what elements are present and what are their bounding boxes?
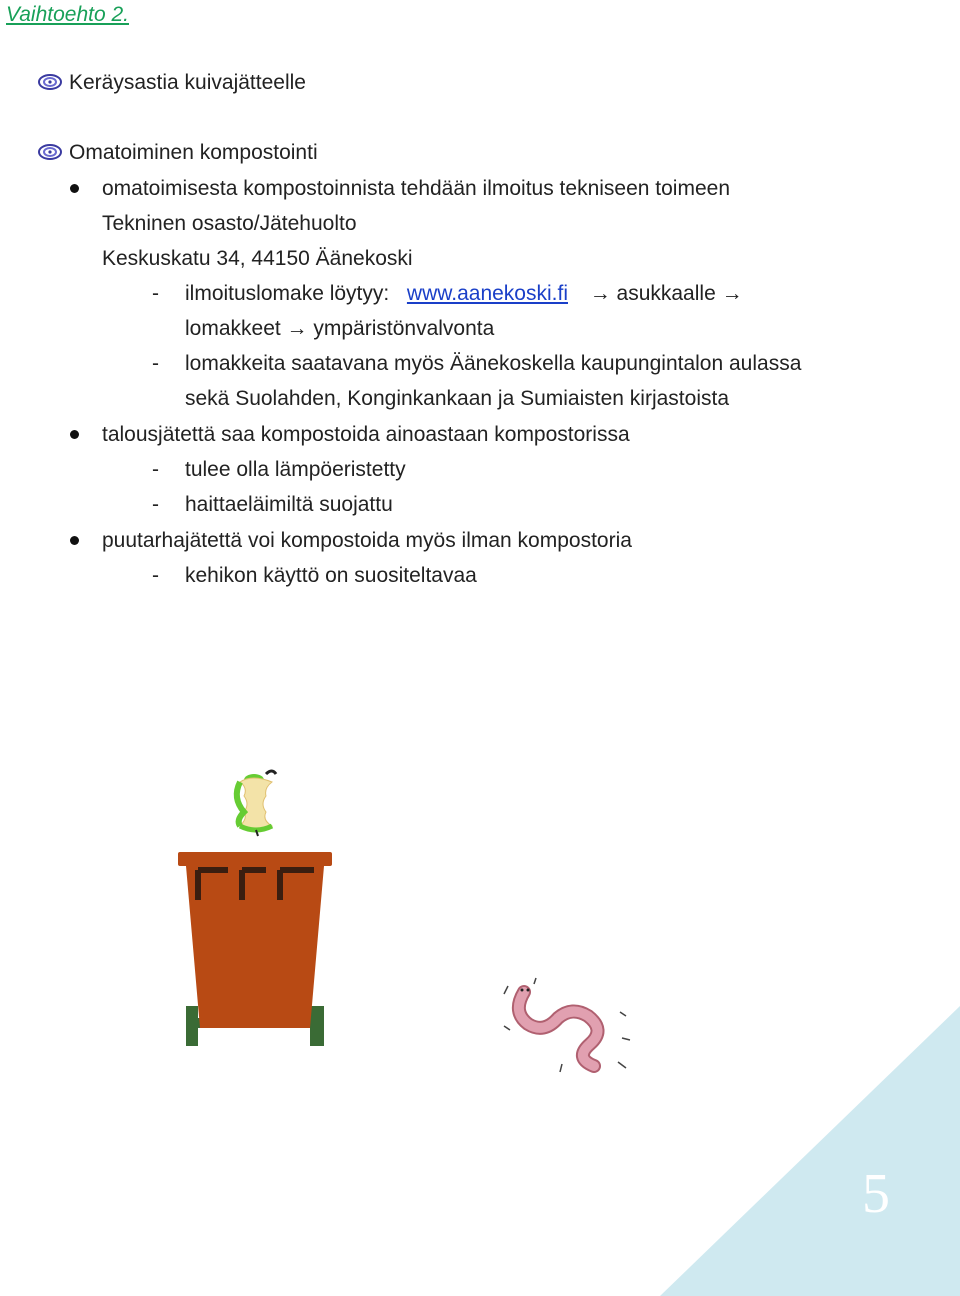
department-address: Keskuskatu 34, 44150 Äänekoski — [102, 247, 413, 270]
bullet-text-household-waste: talousjätettä saa kompostoida ainoastaan kompostorissa — [102, 423, 630, 446]
page-number: 5 — [862, 1163, 890, 1225]
form-availability-libraries: sekä Suolahden, Konginkankaan ja Sumiaisten kirjastoista — [185, 387, 730, 410]
bullet-point — [70, 536, 79, 545]
form-location-prefix: ilmoituslomake löytyy: — [185, 282, 390, 305]
earthworm-icon — [502, 972, 634, 1080]
form-location-path-continued: lomakkeet → ympäristönvalvonta — [185, 317, 495, 340]
website-link[interactable]: www.aanekoski.fi — [406, 282, 568, 305]
dash-marker: - — [152, 564, 159, 587]
header-link[interactable]: Vaihtoehto 2. — [6, 3, 129, 26]
form-location-path: → asukkaalle → — [589, 282, 743, 305]
requirement-pest-protected: haittaeläimiltä suojattu — [185, 493, 393, 516]
department-name: Tekninen osasto/Jätehuolto — [102, 212, 357, 235]
swirl-bullet-icon — [38, 72, 62, 92]
form-availability-text: lomakkeita saatavana myös Äänekoskella kaupungintalon aulassa — [185, 352, 802, 375]
dash-marker: - — [152, 458, 159, 481]
dash-marker: - — [152, 493, 159, 516]
waste-bin-icon — [176, 848, 334, 1050]
swirl-bullet-icon — [38, 142, 62, 162]
corner-decoration — [660, 1006, 960, 1296]
apple-core-icon — [226, 768, 286, 838]
section-heading-collection-bin: Keräysastia kuivajätteelle — [69, 71, 306, 94]
bullet-point — [70, 430, 79, 439]
bullet-text-notice: omatoimisesta kompostoinnista tehdään ilmoitus tekniseen toimeen — [102, 177, 731, 200]
dash-marker: - — [152, 282, 159, 305]
requirement-insulated: tulee olla lämpöeristetty — [185, 458, 406, 481]
section-heading-self-composting: Omatoiminen kompostointi — [69, 141, 318, 164]
form-location-text — [185, 281, 743, 307]
frame-recommendation: kehikon käyttö on suositeltavaa — [185, 564, 477, 587]
bullet-point — [70, 184, 79, 193]
dash-marker: - — [152, 352, 159, 375]
bullet-text-garden-waste: puutarhajätettä voi kompostoida myös ilman kompostoria — [102, 529, 632, 552]
